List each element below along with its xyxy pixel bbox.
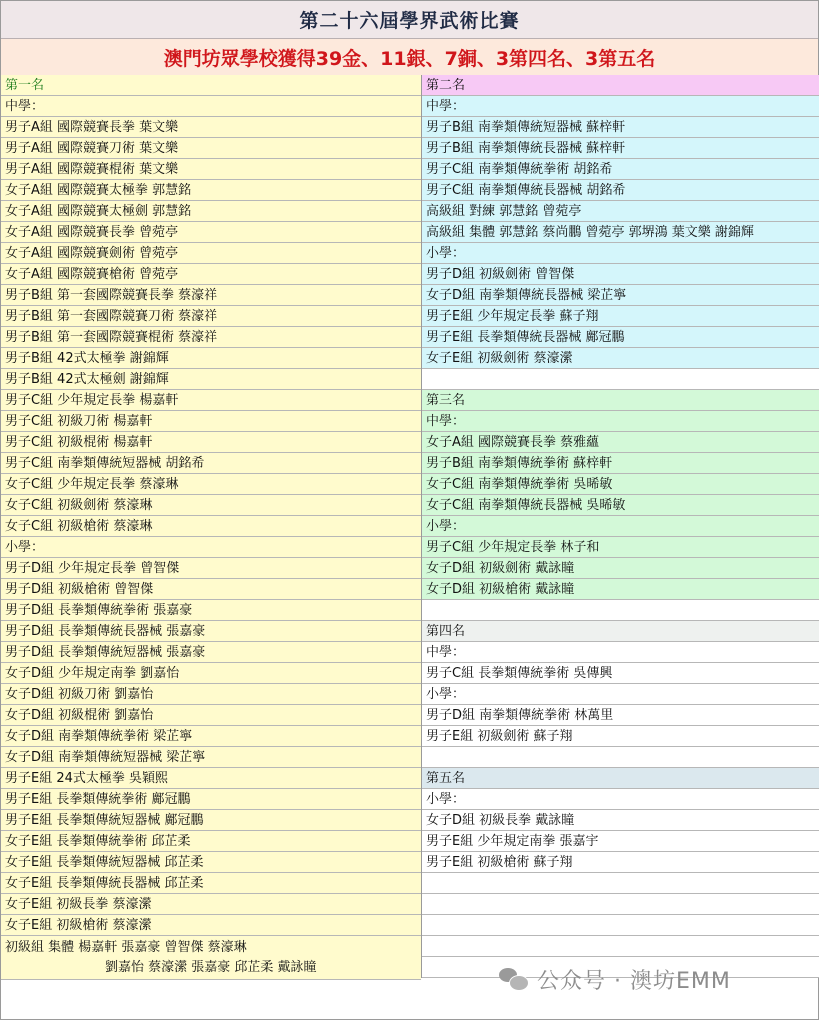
list-item: 男子B組 第一套國際競賽刀術 蔡濠祥 (1, 306, 421, 327)
other-places-column (421, 75, 819, 978)
list-item: 女子D組 南拳類傳統拳術 梁芷寧 (1, 726, 421, 747)
spacer-row (422, 873, 819, 894)
list-item: 女子D組 初級長拳 戴詠瞳 (422, 810, 819, 831)
watermark-text: 公众号 · 澳坊EMM (537, 968, 731, 994)
list-item: 男子D組 長拳類傳統短器械 張嘉豪 (1, 642, 421, 663)
list-item: 女子D組 初級劍術 戴詠瞳 (422, 558, 819, 579)
spacer-row (422, 600, 819, 621)
list-item: 男子C組 初級刀術 楊嘉軒 (1, 411, 421, 432)
medal-summary: 澳門坊眾學校獲得39金、11銀、7銅、3第四名、3第五名 (1, 39, 818, 76)
list-item: 男子B組 第一套國際競賽長拳 蔡濠祥 (1, 285, 421, 306)
list-item: 女子E組 初級槍術 蔡濠瀠 (1, 915, 421, 936)
fifth-place-header: 第五名 (422, 768, 819, 789)
list-item: 男子A組 國際競賽刀術 葉文樂 (1, 138, 421, 159)
list-item: 男子C組 初級棍術 楊嘉軒 (1, 432, 421, 453)
list-item: 女子D組 初級槍術 戴詠瞳 (422, 579, 819, 600)
list-item: 男子E組 24式太極拳 吳穎熙 (1, 768, 421, 789)
list-item: 女子E組 初級劍術 蔡濠瀠 (422, 348, 819, 369)
level-heading: 小學： (422, 684, 819, 705)
list-item: 男子E組 少年規定長拳 蘇子翔 (422, 306, 819, 327)
spacer-row (422, 936, 819, 957)
list-item: 高級組 對練 郭慧銘 曾菀亭 (422, 201, 819, 222)
list-item: 男子B組 南拳類傳統短器械 蘇梓軒 (422, 117, 819, 138)
list-item: 男子C組 南拳類傳統長器械 胡銘希 (422, 180, 819, 201)
list-item: 女子A組 國際競賽槍術 曾菀亭 (1, 264, 421, 285)
list-item: 女子D組 初級刀術 劉嘉怡 (1, 684, 421, 705)
list-item: 女子D組 南拳類傳統長器械 梁芷寧 (422, 285, 819, 306)
list-item: 女子D組 少年規定南拳 劉嘉怡 (1, 663, 421, 684)
fifth-place-list (422, 789, 819, 873)
list-item: 女子E組 長拳類傳統長器械 邱芷柔 (1, 873, 421, 894)
watermark (499, 961, 799, 997)
first-place-header: 第一名 (1, 75, 421, 96)
list-item: 男子A組 國際競賽長拳 葉文樂 (1, 117, 421, 138)
list-item: 女子C組 南拳類傳統拳術 吳晞敏 (422, 474, 819, 495)
list-item: 男子E組 長拳類傳統長器械 鄺冠鵬 (422, 327, 819, 348)
group-event-row (1, 936, 421, 980)
list-item: 男子B組 南拳類傳統拳術 蘇梓軒 (422, 453, 819, 474)
list-item: 女子C組 初級槍術 蔡濠琳 (1, 516, 421, 537)
second-place-list (422, 96, 819, 369)
list-item: 男子A組 國際競賽棍術 葉文樂 (1, 159, 421, 180)
list-item: 男子C組 少年規定長拳 楊嘉軒 (1, 390, 421, 411)
list-item: 男子B組 42式太極劍 謝錦輝 (1, 369, 421, 390)
level-heading: 小學： (422, 789, 819, 810)
list-item: 男子B組 42式太極拳 謝錦輝 (1, 348, 421, 369)
level-heading: 中學： (422, 642, 819, 663)
list-item: 男子C組 南拳類傳統拳術 胡銘希 (422, 159, 819, 180)
list-item: 男子D組 初級劍術 曾智傑 (422, 264, 819, 285)
third-place-list (422, 411, 819, 600)
list-item: 男子B組 南拳類傳統長器械 蘇梓軒 (422, 138, 819, 159)
list-item: 女子E組 長拳類傳統短器械 邱芷柔 (1, 852, 421, 873)
level-heading: 中學： (422, 411, 819, 432)
list-item: 男子E組 長拳類傳統短器械 鄺冠鵬 (1, 810, 421, 831)
list-item: 女子C組 南拳類傳統長器械 吳晞敏 (422, 495, 819, 516)
list-item: 高級組 集體 郭慧銘 蔡尚鵬 曾菀亭 郭堺鴻 葉文樂 謝錦輝 (422, 222, 819, 243)
list-item: 男子E組 初級劍術 蘇子翔 (422, 726, 819, 747)
spacer-row (422, 894, 819, 915)
list-item: 男子D組 南拳類傳統拳術 林萬里 (422, 705, 819, 726)
group-event-line1: 初級組 集體 楊嘉軒 張嘉豪 曾智傑 蔡濠琳 (5, 940, 247, 955)
list-item: 男子D組 長拳類傳統拳術 張嘉豪 (1, 600, 421, 621)
list-item: 男子D組 長拳類傳統長器械 張嘉豪 (1, 621, 421, 642)
list-item: 男子D組 初級槍術 曾智傑 (1, 579, 421, 600)
list-item: 男子C組 長拳類傳統拳術 吳傳興 (422, 663, 819, 684)
list-item: 女子A組 國際競賽太極劍 郭慧銘 (1, 201, 421, 222)
level-heading: 中學： (422, 96, 819, 117)
list-item: 男子E組 初級槍術 蘇子翔 (422, 852, 819, 873)
list-item: 男子B組 第一套國際競賽棍術 蔡濠祥 (1, 327, 421, 348)
level-heading: 中學： (1, 96, 421, 117)
first-place-column (1, 75, 421, 980)
list-item: 女子A組 國際競賽長拳 蔡雅蘊 (422, 432, 819, 453)
list-item: 女子E組 初級長拳 蔡濠瀠 (1, 894, 421, 915)
list-item: 女子C組 初級劍術 蔡濠琳 (1, 495, 421, 516)
spacer-row (422, 747, 819, 768)
level-heading: 小學： (422, 516, 819, 537)
list-item: 男子D組 少年規定長拳 曾智傑 (1, 558, 421, 579)
level-heading: 小學： (1, 537, 421, 558)
list-item: 男子E組 長拳類傳統拳術 鄺冠鵬 (1, 789, 421, 810)
spacer-row (422, 915, 819, 936)
list-item: 女子A組 國際競賽長拳 曾菀亭 (1, 222, 421, 243)
list-item: 女子A組 國際競賽劍術 曾菀亭 (1, 243, 421, 264)
level-heading: 小學： (422, 243, 819, 264)
list-item: 女子E組 長拳類傳統拳術 邱芷柔 (1, 831, 421, 852)
list-item: 女子D組 南拳類傳統短器械 梁芷寧 (1, 747, 421, 768)
wechat-icon (499, 966, 529, 992)
second-place-header: 第二名 (422, 75, 819, 96)
third-place-header: 第三名 (422, 390, 819, 411)
list-item: 男子C組 少年規定長拳 林子和 (422, 537, 819, 558)
list-item: 男子E組 少年規定南拳 張嘉宇 (422, 831, 819, 852)
spacer-row (422, 369, 819, 390)
list-item: 女子A組 國際競賽太極拳 郭慧銘 (1, 180, 421, 201)
fourth-place-header: 第四名 (422, 621, 819, 642)
list-item: 女子C組 少年規定長拳 蔡濠琳 (1, 474, 421, 495)
fourth-place-list (422, 642, 819, 747)
list-item: 男子C組 南拳類傳統短器械 胡銘希 (1, 453, 421, 474)
page-title: 第二十六屆學界武術比賽 (1, 1, 818, 39)
group-event-line2: 劉嘉怡 蔡濠瀠 張嘉豪 邱芷柔 戴詠瞳 (105, 960, 317, 975)
list-item: 女子D組 初級棍術 劉嘉怡 (1, 705, 421, 726)
first-place-list (1, 96, 421, 936)
